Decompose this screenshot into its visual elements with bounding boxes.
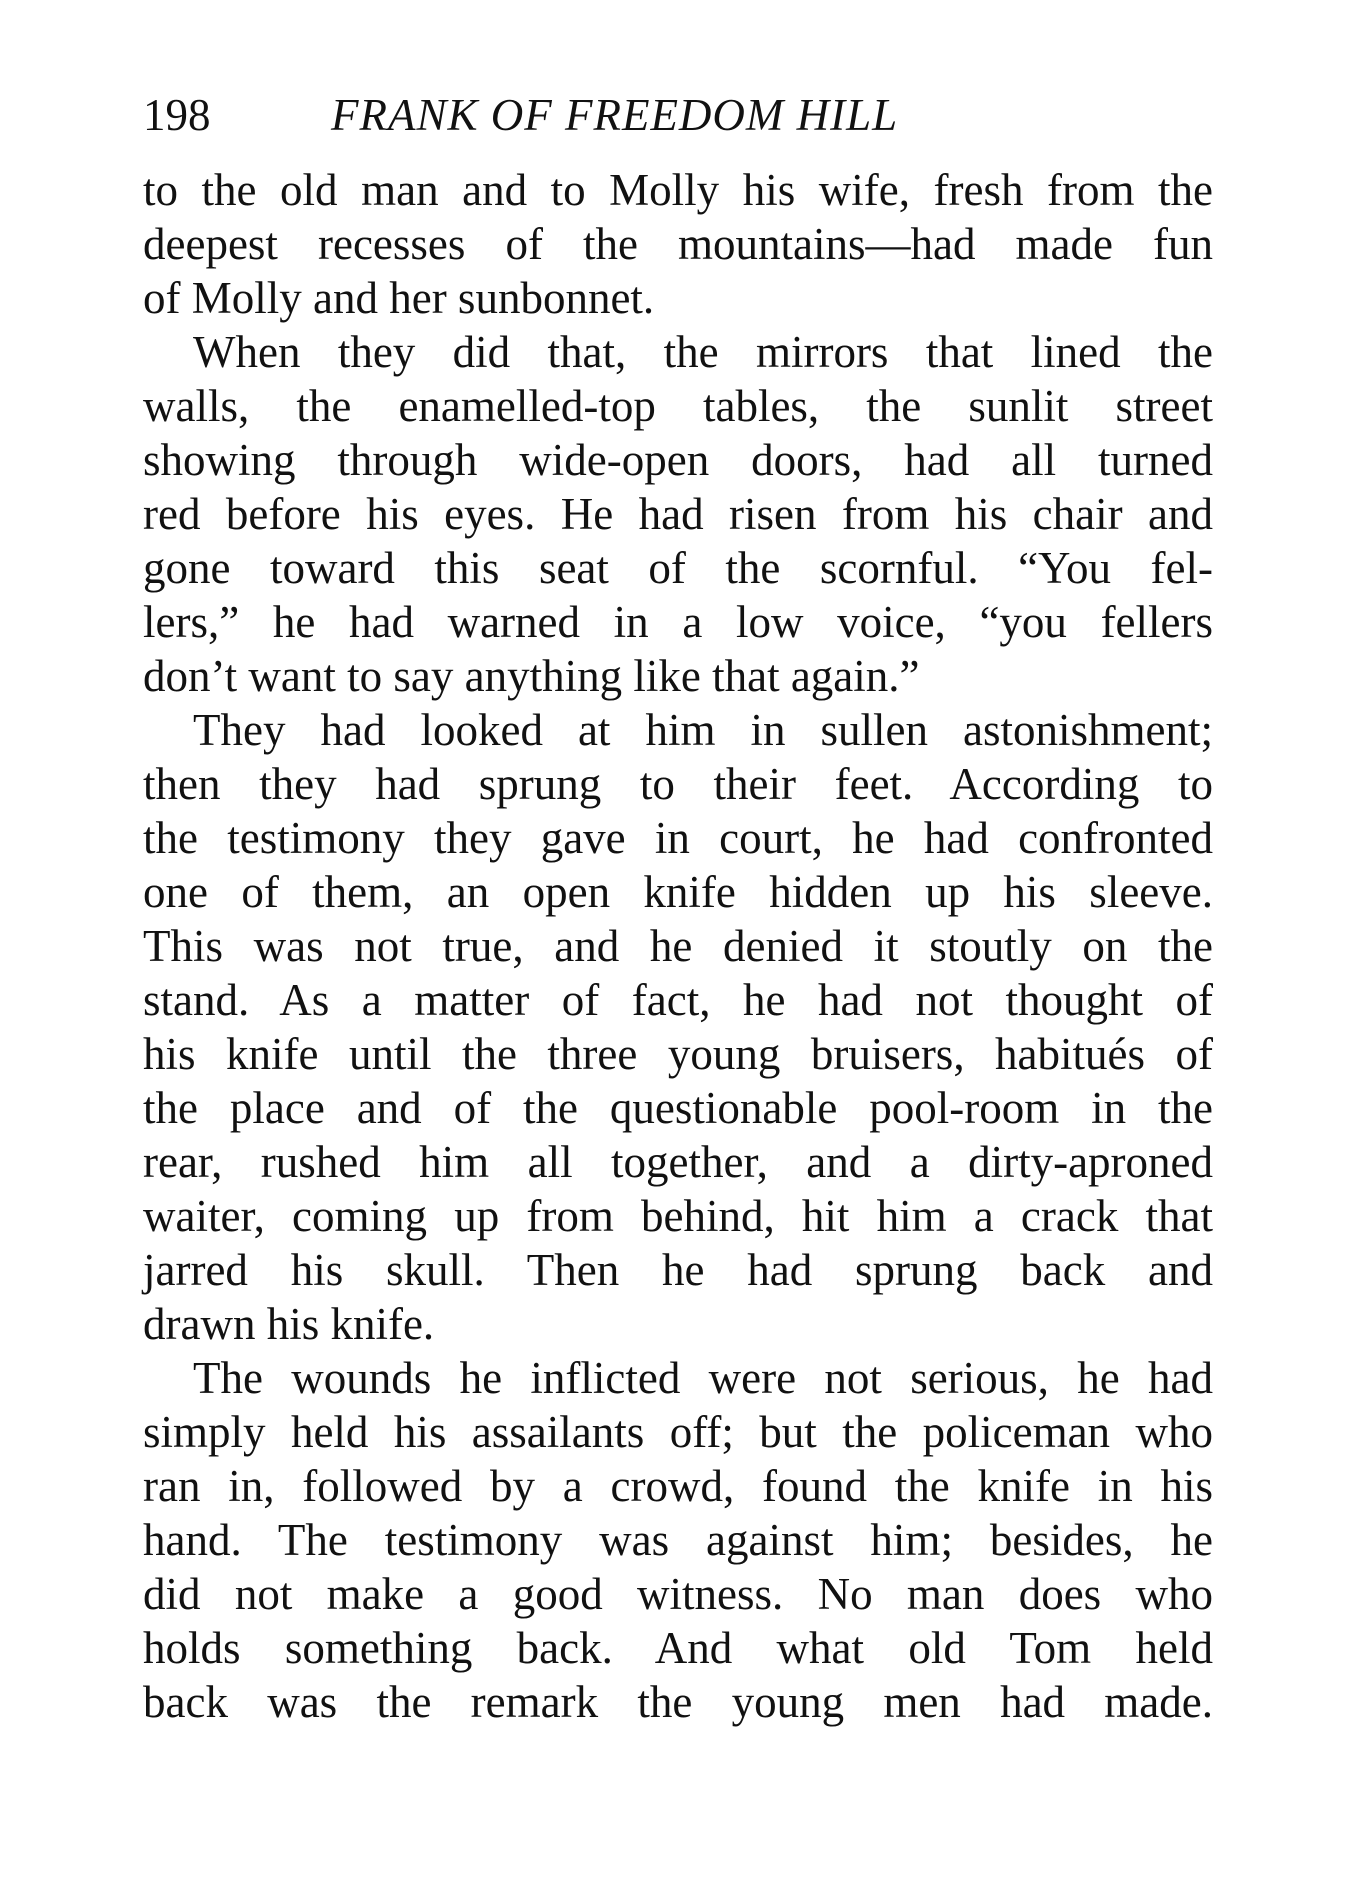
page-number: 198 [143, 90, 211, 140]
paragraph-start-line: They had looked at him in sullen astonishment; [193, 705, 1213, 755]
text-line: of Molly and her sunbonnet. [143, 273, 655, 323]
text-line: stand. As a matter of fact, he had not thought of [143, 975, 1213, 1025]
text-line: simply held his assailants off; but the policeman who [143, 1407, 1213, 1457]
text-line: to the old man and to Molly his wife, fresh from the [143, 165, 1213, 215]
text-line: deepest recesses of the mountains—had made fun [143, 219, 1213, 269]
text-line: hand. The testimony was against him; besides, he [143, 1515, 1213, 1565]
text-line: showing through wide-open doors, had all turned [143, 435, 1213, 485]
text-line: waiter, coming up from behind, hit him a crack that [143, 1191, 1213, 1241]
text-line: drawn his knife. [143, 1299, 435, 1349]
running-title: FRANK OF FREEDOM HILL [331, 90, 899, 140]
text-line: don’t want to say anything like that again.” [143, 651, 920, 701]
paragraph-start-line: The wounds he inflicted were not serious, he had [193, 1353, 1213, 1403]
text-line: back was the remark the young men had made. [143, 1677, 1213, 1727]
text-line: the place and of the questionable pool-room in the [143, 1083, 1213, 1133]
text-line: holds something back. And what old Tom held [143, 1623, 1213, 1673]
text-line: lers,” he had warned in a low voice, “you fellers [143, 597, 1213, 647]
text-line: his knife until the three young bruisers, habitués of [143, 1029, 1213, 1079]
text-line: gone toward this seat of the scornful. “You fel- [143, 543, 1213, 593]
text-line: ran in, followed by a crowd, found the knife in his [143, 1461, 1213, 1511]
text-line: jarred his skull. Then he had sprung back and [143, 1245, 1213, 1295]
text-line: then they had sprung to their feet. According to [143, 759, 1213, 809]
text-line: walls, the enamelled-top tables, the sunlit street [143, 381, 1213, 431]
page-header [143, 80, 1213, 150]
body-text [143, 163, 1213, 1793]
text-line: red before his eyes. He had risen from his chair and [143, 489, 1213, 539]
text-line: rear, rushed him all together, and a dirty-aproned [143, 1137, 1213, 1187]
paragraph-start-line: When they did that, the mirrors that lined the [193, 327, 1213, 377]
text-line: one of them, an open knife hidden up his sleeve. [143, 867, 1213, 917]
text-line: This was not true, and he denied it stoutly on the [143, 921, 1213, 971]
text-line: the testimony they gave in court, he had confronted [143, 813, 1213, 863]
text-line: did not make a good witness. No man does who [143, 1569, 1213, 1619]
